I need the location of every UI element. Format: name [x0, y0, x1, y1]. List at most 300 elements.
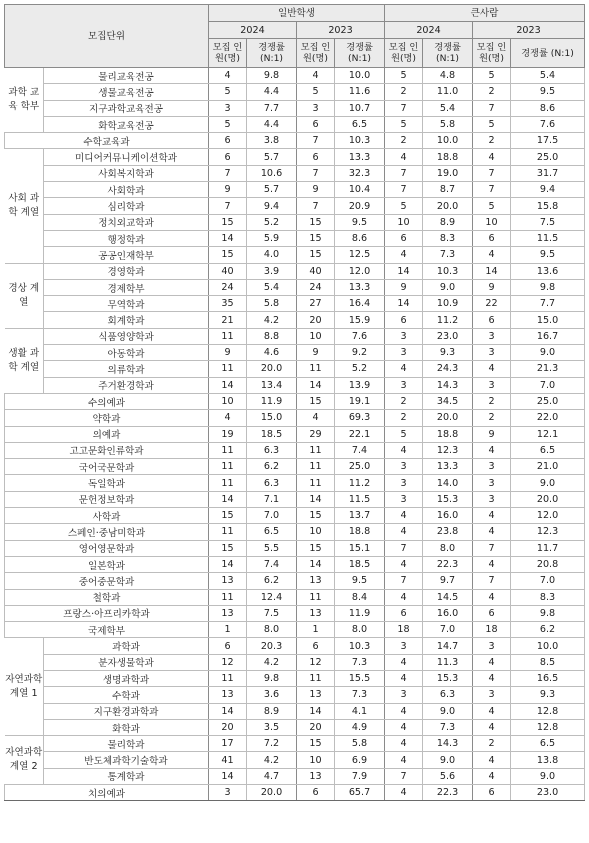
table-row	[5, 589, 585, 605]
quota-cell: 7	[297, 198, 335, 214]
quota-cell: 4	[473, 768, 511, 784]
rate-cell: 12.0	[335, 263, 385, 279]
dept-name: 경영학과	[44, 263, 209, 279]
rate-cell: 3.8	[247, 133, 297, 149]
quota-cell: 18	[473, 622, 511, 638]
rate-cell: 7.5	[247, 605, 297, 621]
rate-cell: 9.0	[423, 279, 473, 295]
quota-cell: 3	[473, 459, 511, 475]
table-row	[5, 312, 585, 328]
rate-cell: 20.9	[335, 198, 385, 214]
quota-cell: 4	[385, 524, 423, 540]
table-row	[5, 573, 585, 589]
rate-cell: 5.7	[247, 182, 297, 198]
quota-cell: 7	[297, 133, 335, 149]
quota-cell: 4	[209, 410, 247, 426]
quota-cell: 14	[473, 263, 511, 279]
rate-cell: 10.7	[335, 100, 385, 116]
quota-cell: 15	[209, 540, 247, 556]
dept-name: 철학과	[5, 589, 209, 605]
quota-cell: 14	[209, 230, 247, 246]
quota-cell: 4	[473, 247, 511, 263]
dept-name: 화학교육전공	[44, 116, 209, 132]
rate-cell: 7.1	[247, 491, 297, 507]
quota-cell: 7	[385, 768, 423, 784]
rate-cell: 16.5	[511, 670, 585, 686]
table-row	[5, 410, 585, 426]
rate-cell: 8.8	[247, 328, 297, 344]
rate-cell: 19.0	[423, 165, 473, 181]
quota-cell: 40	[209, 263, 247, 279]
quota-cell: 10	[209, 393, 247, 409]
quota-cell: 13	[297, 768, 335, 784]
quota-cell: 11	[297, 442, 335, 458]
table-row	[5, 279, 585, 295]
quota-cell: 7	[385, 573, 423, 589]
dept-name: 약학과	[5, 410, 209, 426]
quota-cell: 13	[209, 605, 247, 621]
quota-cell: 27	[297, 296, 335, 312]
group-label: 생활 과학 계열	[5, 328, 44, 393]
quota-cell: 40	[297, 263, 335, 279]
rate-cell: 8.5	[511, 654, 585, 670]
quota-cell: 6	[473, 312, 511, 328]
rate-cell: 9.8	[247, 670, 297, 686]
table-row	[5, 68, 585, 84]
dept-name: 사회복지학과	[44, 165, 209, 181]
header-rate: 경쟁률 (N:1)	[247, 39, 297, 68]
quota-cell: 22	[473, 296, 511, 312]
quota-cell: 10	[473, 214, 511, 230]
rate-cell: 11.3	[423, 654, 473, 670]
quota-cell: 14	[209, 491, 247, 507]
rate-cell: 23.8	[423, 524, 473, 540]
rate-cell: 7.4	[247, 556, 297, 572]
quota-cell: 14	[209, 703, 247, 719]
table-row	[5, 296, 585, 312]
quota-cell: 4	[209, 68, 247, 84]
quota-cell: 9	[473, 426, 511, 442]
rate-cell: 10.6	[247, 165, 297, 181]
rate-cell: 20.3	[247, 638, 297, 654]
dept-name: 통계학과	[44, 768, 209, 784]
dept-name: 수학과	[44, 687, 209, 703]
quota-cell: 5	[297, 84, 335, 100]
rate-cell: 9.5	[511, 247, 585, 263]
rate-cell: 12.1	[511, 426, 585, 442]
rate-cell: 9.2	[335, 345, 385, 361]
header-keun: 큰사람	[385, 5, 585, 22]
header-quota: 모집 인원(명)	[297, 39, 335, 68]
dept-name: 심리학과	[44, 198, 209, 214]
quota-cell: 15	[297, 230, 335, 246]
quota-cell: 6	[209, 638, 247, 654]
quota-cell: 5	[385, 426, 423, 442]
rate-cell: 7.5	[511, 214, 585, 230]
quota-cell: 3	[385, 491, 423, 507]
quota-cell: 24	[209, 279, 247, 295]
dept-name: 영어영문학과	[5, 540, 209, 556]
table-row	[5, 524, 585, 540]
quota-cell: 3	[473, 687, 511, 703]
rate-cell: 4.4	[247, 84, 297, 100]
rate-cell: 11.9	[335, 605, 385, 621]
quota-cell: 11	[209, 459, 247, 475]
quota-cell: 3	[385, 328, 423, 344]
quota-cell: 3	[473, 638, 511, 654]
quota-cell: 5	[473, 68, 511, 84]
quota-cell: 15	[209, 214, 247, 230]
quota-cell: 2	[473, 133, 511, 149]
quota-cell: 4	[473, 556, 511, 572]
quota-cell: 4	[473, 719, 511, 735]
rate-cell: 5.5	[247, 540, 297, 556]
rate-cell: 10.3	[335, 638, 385, 654]
dept-name: 프랑스·아프리카학과	[5, 605, 209, 621]
rate-cell: 9.5	[511, 84, 585, 100]
rate-cell: 7.6	[335, 328, 385, 344]
dept-name: 생물교육전공	[44, 84, 209, 100]
quota-cell: 7	[385, 100, 423, 116]
rate-cell: 15.9	[335, 312, 385, 328]
rate-cell: 6.2	[511, 622, 585, 638]
quota-cell: 7	[473, 540, 511, 556]
rate-cell: 8.0	[247, 622, 297, 638]
rate-cell: 4.0	[247, 247, 297, 263]
quota-cell: 5	[385, 198, 423, 214]
table-row	[5, 247, 585, 263]
quota-cell: 15	[297, 508, 335, 524]
table-row	[5, 719, 585, 735]
quota-cell: 5	[385, 116, 423, 132]
quota-cell: 6	[297, 116, 335, 132]
rate-cell: 15.8	[511, 198, 585, 214]
header-rate: 경쟁률 (N:1)	[335, 39, 385, 68]
rate-cell: 8.9	[247, 703, 297, 719]
rate-cell: 11.2	[335, 475, 385, 491]
quota-cell: 4	[385, 247, 423, 263]
dept-name: 사회학과	[44, 182, 209, 198]
rate-cell: 14.7	[423, 638, 473, 654]
quota-cell: 18	[385, 622, 423, 638]
quota-cell: 7	[385, 540, 423, 556]
rate-cell: 5.2	[247, 214, 297, 230]
rate-cell: 5.8	[247, 296, 297, 312]
rate-cell: 69.3	[335, 410, 385, 426]
quota-cell: 2	[385, 133, 423, 149]
rate-cell: 8.3	[423, 230, 473, 246]
rate-cell: 8.7	[423, 182, 473, 198]
table-row	[5, 475, 585, 491]
quota-cell: 21	[209, 312, 247, 328]
table-row	[5, 361, 585, 377]
rate-cell: 7.0	[423, 622, 473, 638]
quota-cell: 4	[385, 719, 423, 735]
dept-name: 아동학과	[44, 345, 209, 361]
table-row	[5, 687, 585, 703]
rate-cell: 13.9	[335, 377, 385, 393]
table-row	[5, 442, 585, 458]
rate-cell: 20.8	[511, 556, 585, 572]
rate-cell: 14.3	[423, 736, 473, 752]
quota-cell: 9	[385, 279, 423, 295]
table-row	[5, 328, 585, 344]
dept-name: 회계학과	[44, 312, 209, 328]
quota-cell: 14	[385, 296, 423, 312]
quota-cell: 6	[209, 149, 247, 165]
quota-cell: 6	[473, 785, 511, 801]
table-row	[5, 508, 585, 524]
rate-cell: 12.3	[423, 442, 473, 458]
quota-cell: 11	[209, 328, 247, 344]
quota-cell: 14	[209, 377, 247, 393]
quota-cell: 11	[209, 442, 247, 458]
quota-cell: 4	[473, 442, 511, 458]
quota-cell: 7	[473, 182, 511, 198]
rate-cell: 15.5	[335, 670, 385, 686]
rate-cell: 14.3	[423, 377, 473, 393]
quota-cell: 6	[385, 312, 423, 328]
quota-cell: 15	[297, 393, 335, 409]
quota-cell: 24	[297, 279, 335, 295]
rate-cell: 9.0	[511, 345, 585, 361]
quota-cell: 11	[297, 361, 335, 377]
quota-cell: 10	[297, 752, 335, 768]
rate-cell: 7.0	[511, 573, 585, 589]
quota-cell: 2	[385, 410, 423, 426]
rate-cell: 22.0	[511, 410, 585, 426]
quota-cell: 4	[385, 703, 423, 719]
group-label: 과학 교육 학부	[5, 68, 44, 133]
quota-cell: 11	[297, 475, 335, 491]
rate-cell: 4.2	[247, 752, 297, 768]
rate-cell: 18.8	[335, 524, 385, 540]
rate-cell: 22.1	[335, 426, 385, 442]
rate-cell: 5.8	[423, 116, 473, 132]
quota-cell: 11	[209, 589, 247, 605]
quota-cell: 14	[297, 556, 335, 572]
table-row	[5, 605, 585, 621]
dept-name: 물리교육전공	[44, 68, 209, 84]
rate-cell: 11.0	[423, 84, 473, 100]
rate-cell: 9.5	[335, 214, 385, 230]
quota-cell: 12	[297, 654, 335, 670]
quota-cell: 4	[385, 785, 423, 801]
dept-name: 생명과학과	[44, 670, 209, 686]
rate-cell: 8.6	[335, 230, 385, 246]
table-row	[5, 622, 585, 638]
rate-cell: 19.1	[335, 393, 385, 409]
rate-cell: 15.1	[335, 540, 385, 556]
quota-cell: 11	[297, 670, 335, 686]
rate-cell: 9.8	[511, 605, 585, 621]
rate-cell: 13.4	[247, 377, 297, 393]
rate-cell: 22.3	[423, 785, 473, 801]
table-row	[5, 165, 585, 181]
quota-cell: 13	[209, 573, 247, 589]
rate-cell: 10.0	[335, 68, 385, 84]
rate-cell: 9.0	[423, 752, 473, 768]
quota-cell: 10	[385, 214, 423, 230]
dept-name: 행정학과	[44, 230, 209, 246]
quota-cell: 6	[473, 230, 511, 246]
dept-name: 일본학과	[5, 556, 209, 572]
rate-cell: 25.0	[511, 393, 585, 409]
rate-cell: 7.3	[335, 654, 385, 670]
quota-cell: 6	[385, 605, 423, 621]
rate-cell: 8.3	[511, 589, 585, 605]
quota-cell: 2	[385, 393, 423, 409]
quota-cell: 9	[209, 345, 247, 361]
quota-cell: 4	[473, 670, 511, 686]
quota-cell: 14	[209, 768, 247, 784]
quota-cell: 3	[385, 687, 423, 703]
dept-name: 사학과	[5, 508, 209, 524]
quota-cell: 9	[297, 345, 335, 361]
dept-name: 물리학과	[44, 736, 209, 752]
table-row	[5, 182, 585, 198]
dept-name: 독일학과	[5, 475, 209, 491]
quota-cell: 3	[297, 100, 335, 116]
dept-name: 식품영양학과	[44, 328, 209, 344]
header-rate: 경쟁률 (N:1)	[423, 39, 473, 68]
quota-cell: 7	[385, 182, 423, 198]
rate-cell: 25.0	[335, 459, 385, 475]
rate-cell: 20.0	[247, 785, 297, 801]
quota-cell: 4	[385, 736, 423, 752]
quota-cell: 9	[209, 182, 247, 198]
rate-cell: 12.3	[511, 524, 585, 540]
quota-cell: 14	[297, 491, 335, 507]
rate-cell: 11.6	[335, 84, 385, 100]
quota-cell: 10	[297, 328, 335, 344]
group-label: 자연과학 계열 2	[5, 736, 44, 785]
dept-name: 화학과	[44, 719, 209, 735]
rate-cell: 7.6	[511, 116, 585, 132]
rate-cell: 5.2	[335, 361, 385, 377]
quota-cell: 2	[385, 84, 423, 100]
table-row	[5, 703, 585, 719]
quota-cell: 7	[209, 198, 247, 214]
rate-cell: 4.9	[335, 719, 385, 735]
quota-cell: 7	[473, 573, 511, 589]
quota-cell: 4	[385, 361, 423, 377]
rate-cell: 12.0	[511, 508, 585, 524]
rate-cell: 11.5	[335, 491, 385, 507]
rate-cell: 13.6	[511, 263, 585, 279]
rate-cell: 8.0	[335, 622, 385, 638]
quota-cell: 4	[385, 670, 423, 686]
table-row	[5, 540, 585, 556]
rate-cell: 5.4	[511, 68, 585, 84]
dept-name: 스페인·중남미학과	[5, 524, 209, 540]
rate-cell: 13.8	[511, 752, 585, 768]
table-row	[5, 230, 585, 246]
quota-cell: 11	[209, 475, 247, 491]
rate-cell: 10.3	[423, 263, 473, 279]
quota-cell: 1	[209, 622, 247, 638]
quota-cell: 4	[385, 654, 423, 670]
quota-cell: 6	[297, 638, 335, 654]
quota-cell: 7	[297, 165, 335, 181]
rate-cell: 22.3	[423, 556, 473, 572]
rate-cell: 18.5	[247, 426, 297, 442]
rate-cell: 9.7	[423, 573, 473, 589]
quota-cell: 19	[209, 426, 247, 442]
rate-cell: 5.8	[335, 736, 385, 752]
rate-cell: 9.5	[335, 573, 385, 589]
quota-cell: 4	[297, 410, 335, 426]
rate-cell: 9.0	[511, 768, 585, 784]
quota-cell: 3	[385, 638, 423, 654]
rate-cell: 15.3	[423, 670, 473, 686]
rate-cell: 9.8	[511, 279, 585, 295]
quota-cell: 4	[473, 149, 511, 165]
header-quota: 모집 인원(명)	[209, 39, 247, 68]
group-label: 사회 과학 계열	[5, 149, 44, 263]
quota-cell: 15	[297, 214, 335, 230]
rate-cell: 6.5	[511, 442, 585, 458]
rate-cell: 6.5	[335, 116, 385, 132]
quota-cell: 4	[385, 556, 423, 572]
rate-cell: 11.5	[511, 230, 585, 246]
rate-cell: 24.3	[423, 361, 473, 377]
rate-cell: 6.3	[247, 442, 297, 458]
rate-cell: 7.3	[423, 719, 473, 735]
rate-cell: 12.8	[511, 703, 585, 719]
table-row	[5, 768, 585, 784]
rate-cell: 13.7	[335, 508, 385, 524]
rate-cell: 17.5	[511, 133, 585, 149]
quota-cell: 3	[473, 475, 511, 491]
dept-name: 고고문화인류학과	[5, 442, 209, 458]
rate-cell: 20.0	[423, 198, 473, 214]
quota-cell: 15	[297, 247, 335, 263]
group-label: 경상 계열	[5, 263, 44, 328]
rate-cell: 16.4	[335, 296, 385, 312]
table-row	[5, 638, 585, 654]
quota-cell: 4	[385, 442, 423, 458]
header-quota: 모집 인원(명)	[385, 39, 423, 68]
quota-cell: 14	[385, 263, 423, 279]
rate-cell: 16.0	[423, 605, 473, 621]
quota-cell: 11	[209, 524, 247, 540]
quota-cell: 5	[209, 84, 247, 100]
rate-cell: 9.3	[423, 345, 473, 361]
quota-cell: 20	[297, 719, 335, 735]
dept-name: 국제학부	[5, 622, 209, 638]
table-row	[5, 100, 585, 116]
rate-cell: 9.8	[247, 68, 297, 84]
rate-cell: 12.4	[247, 589, 297, 605]
quota-cell: 7	[473, 100, 511, 116]
header-keun-2023: 2023	[473, 22, 585, 39]
rate-cell: 34.5	[423, 393, 473, 409]
rate-cell: 6.2	[247, 459, 297, 475]
quota-cell: 11	[209, 670, 247, 686]
quota-cell: 5	[473, 198, 511, 214]
quota-cell: 3	[209, 100, 247, 116]
dept-name: 국어국문학과	[5, 459, 209, 475]
quota-cell: 13	[297, 605, 335, 621]
quota-cell: 20	[209, 719, 247, 735]
quota-cell: 11	[209, 361, 247, 377]
rate-cell: 5.4	[423, 100, 473, 116]
table-row	[5, 214, 585, 230]
dept-name: 수의예과	[5, 393, 209, 409]
quota-cell: 4	[385, 589, 423, 605]
table-row	[5, 491, 585, 507]
